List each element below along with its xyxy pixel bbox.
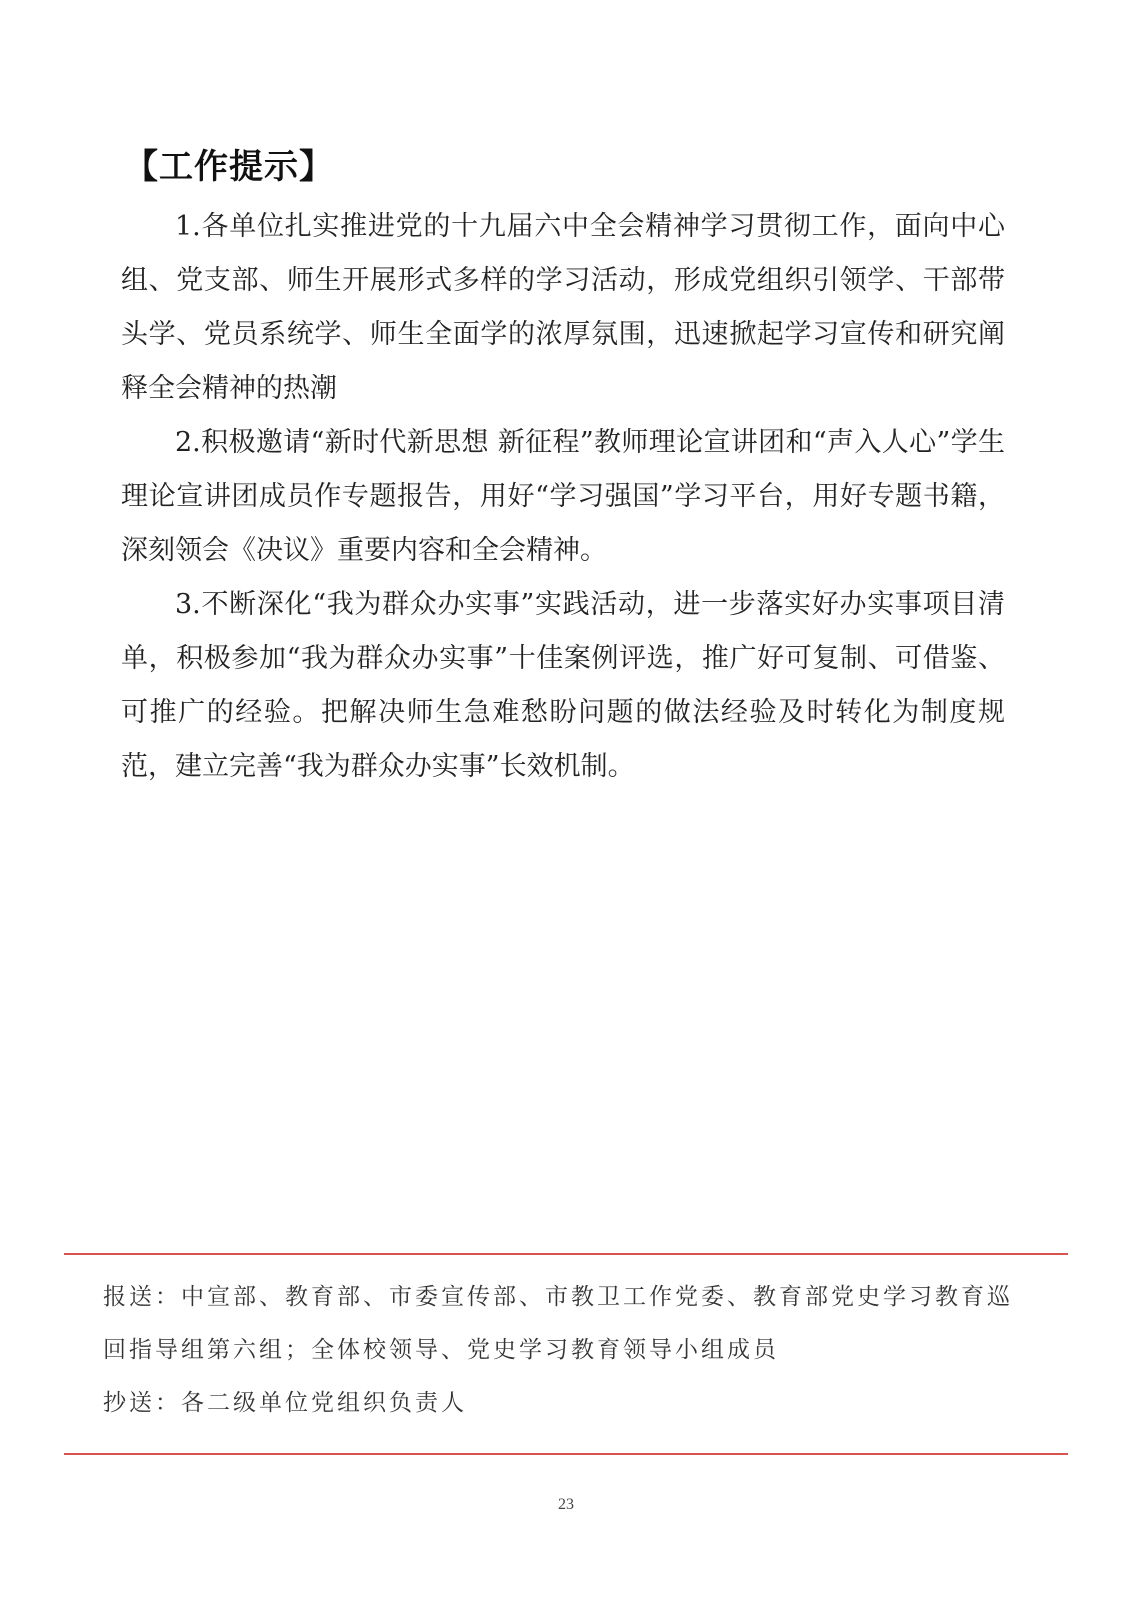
distribution-block [103, 1271, 1033, 1430]
copy-to-line: 抄送：各二级单位党组织负责人 [103, 1390, 467, 1416]
section-heading: 【工作提示】 [124, 147, 334, 187]
red-divider-bottom [64, 1453, 1068, 1455]
tip-paragraph-2: 2.积极邀请“新时代新思想 新征程”教师理论宣讲团和“声入人心”学生理论宣讲团成员作专题报告，用好“学习强国”学习平台，用好专题书籍，深刻领会《决议》重要内容和全会精神。 [121, 427, 1005, 566]
report-to-line: 报送：中宣部、教育部、市委宣传部、市教卫工作党委、教育部党史学习教育巡回指导组第六组；全体校领导、党史学习教育领导小组成员 [103, 1284, 1013, 1363]
red-divider-top [64, 1253, 1068, 1255]
page-number: 23 [558, 1496, 574, 1513]
work-tips [121, 200, 1005, 794]
tip-paragraph-1: 1.各单位扎实推进党的十九届六中全会精神学习贯彻工作，面向中心组、党支部、师生开展形式多样的学习活动，形成党组织引领学、干部带头学、党员系统学、师生全面学的浓厚氛围，迅速掀起学习宣传和研究阐释全会精神的热潮 [121, 211, 1005, 404]
tip-paragraph-3: 3.不断深化“我为群众办实事”实践活动，进一步落实好办实事项目清单，积极参加“我为群众办实事”十佳案例评选，推广好可复制、可借鉴、可推广的经验。把解决师生急难愁盼问题的做法经验及时转化为制度规范，建立完善“我为群众办实事”长效机制。 [121, 589, 1005, 782]
